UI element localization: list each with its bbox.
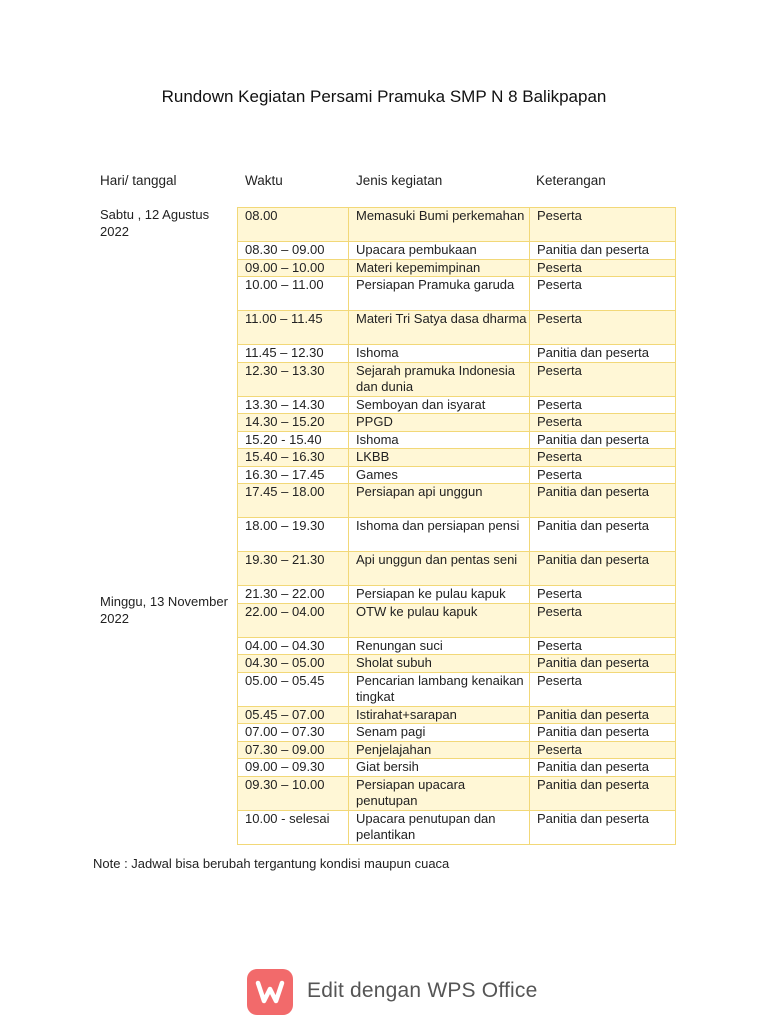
schedule-row [238,208,676,242]
time-cell: 09.00 – 09.30 [238,759,349,777]
schedule-row [238,518,676,552]
time-cell: 18.00 – 19.30 [238,518,349,552]
note-cell: Panitia dan peserta [530,810,676,844]
schedule-row [238,552,676,586]
note-cell: Panitia dan peserta [530,759,676,777]
activity-cell: Ishoma dan persiapan pensi [349,518,530,552]
note-cell: Panitia dan peserta [530,706,676,724]
note-cell: Panitia dan peserta [530,724,676,742]
note-cell: Panitia dan peserta [530,552,676,586]
note-cell: Peserta [530,603,676,637]
wps-edit-banner[interactable] [247,969,547,1017]
time-cell: 04.00 – 04.30 [238,637,349,655]
note-cell: Peserta [530,449,676,467]
activity-cell: Materi Tri Satya dasa dharma [349,311,530,345]
schedule-row [238,586,676,604]
activity-cell: Senam pagi [349,724,530,742]
schedule-row [238,776,676,810]
schedule-row [238,724,676,742]
activity-cell: OTW ke pulau kapuk [349,603,530,637]
schedule-row [238,672,676,706]
footnote: Note : Jadwal bisa berubah tergantung kondisi maupun cuaca [93,856,450,871]
time-cell: 21.30 – 22.00 [238,586,349,604]
activity-cell: Persiapan api unggun [349,484,530,518]
activity-cell: Upacara penutupan dan pelantikan [349,810,530,844]
time-cell: 15.40 – 16.30 [238,449,349,467]
activity-cell: Materi kepemimpinan [349,259,530,277]
schedule-row [238,449,676,467]
note-cell: Peserta [530,396,676,414]
time-cell: 07.00 – 07.30 [238,724,349,742]
note-cell: Panitia dan peserta [530,518,676,552]
schedule-row [238,414,676,432]
note-cell: Peserta [530,362,676,396]
schedule-row [238,345,676,363]
note-cell: Peserta [530,259,676,277]
date-saturday: Sabtu , 12 Agustus 2022 [100,207,210,239]
time-cell: 22.00 – 04.00 [238,603,349,637]
wps-edit-text: Edit dengan WPS Office [307,979,538,1002]
schedule-row [238,396,676,414]
time-cell: 15.20 - 15.40 [238,431,349,449]
schedule-row [238,637,676,655]
time-cell: 10.00 - selesai [238,810,349,844]
activity-cell: Istirahat+sarapan [349,706,530,724]
note-cell: Peserta [530,466,676,484]
schedule-row [238,242,676,260]
schedule-row [238,484,676,518]
activity-cell: Renungan suci [349,637,530,655]
header-note: Keterangan [536,173,606,188]
note-cell: Panitia dan peserta [530,484,676,518]
note-cell: Panitia dan peserta [530,655,676,673]
activity-cell: Sejarah pramuka Indonesia dan dunia [349,362,530,396]
time-cell: 19.30 – 21.30 [238,552,349,586]
time-cell: 17.45 – 18.00 [238,484,349,518]
activity-cell: LKBB [349,449,530,467]
date-sunday: Minggu, 13 November 2022 [100,594,228,626]
schedule-row [238,706,676,724]
note-cell: Panitia dan peserta [530,345,676,363]
activity-cell: Sholat subuh [349,655,530,673]
time-cell: 04.30 – 05.00 [238,655,349,673]
time-cell: 10.00 – 11.00 [238,277,349,311]
activity-cell: Upacara pembukaan [349,242,530,260]
time-cell: 14.30 – 15.20 [238,414,349,432]
schedule-row [238,311,676,345]
activity-cell: Api unggun dan pentas seni [349,552,530,586]
time-cell: 12.30 – 13.30 [238,362,349,396]
schedule-row [238,431,676,449]
activity-cell: PPGD [349,414,530,432]
time-cell: 08.00 [238,208,349,242]
activity-cell: Persiapan ke pulau kapuk [349,586,530,604]
activity-cell: Giat bersih [349,759,530,777]
activity-cell: Penjelajahan [349,741,530,759]
activity-cell: Ishoma [349,431,530,449]
activity-cell: Ishoma [349,345,530,363]
note-cell: Peserta [530,586,676,604]
schedule-row [238,759,676,777]
header-date: Hari/ tanggal [100,173,177,188]
note-cell: Panitia dan peserta [530,431,676,449]
note-cell: Peserta [530,277,676,311]
activity-cell: Persiapan Pramuka garuda [349,277,530,311]
time-cell: 13.30 – 14.30 [238,396,349,414]
time-cell: 11.45 – 12.30 [238,345,349,363]
note-cell: Panitia dan peserta [530,242,676,260]
time-cell: 08.30 – 09.00 [238,242,349,260]
time-cell: 09.30 – 10.00 [238,776,349,810]
time-cell: 05.45 – 07.00 [238,706,349,724]
activity-cell: Persiapan upacara penutupan [349,776,530,810]
activity-cell: Games [349,466,530,484]
time-cell: 07.30 – 09.00 [238,741,349,759]
activity-cell: Semboyan dan isyarat [349,396,530,414]
schedule-row [238,603,676,637]
schedule-table [237,207,676,845]
schedule-row [238,277,676,311]
time-cell: 11.00 – 11.45 [238,311,349,345]
activity-cell: Pencarian lambang kenaikan tingkat [349,672,530,706]
schedule-row [238,466,676,484]
schedule-row [238,741,676,759]
schedule-row [238,655,676,673]
note-cell: Panitia dan peserta [530,776,676,810]
activity-cell: Memasuki Bumi perkemahan [349,208,530,242]
note-cell: Peserta [530,672,676,706]
page-title: Rundown Kegiatan Persami Pramuka SMP N 8 Balikpapan [161,87,607,106]
time-cell: 05.00 – 05.45 [238,672,349,706]
schedule-row [238,810,676,844]
note-cell: Peserta [530,414,676,432]
note-cell: Peserta [530,311,676,345]
header-activity: Jenis kegiatan [356,173,443,188]
header-time: Waktu [245,173,283,188]
time-cell: 09.00 – 10.00 [238,259,349,277]
schedule-body [238,208,676,845]
schedule-row [238,362,676,396]
note-cell: Peserta [530,741,676,759]
note-cell: Peserta [530,637,676,655]
wps-office-logo-icon [247,969,293,1015]
note-cell: Peserta [530,208,676,242]
schedule-row [238,259,676,277]
time-cell: 16.30 – 17.45 [238,466,349,484]
